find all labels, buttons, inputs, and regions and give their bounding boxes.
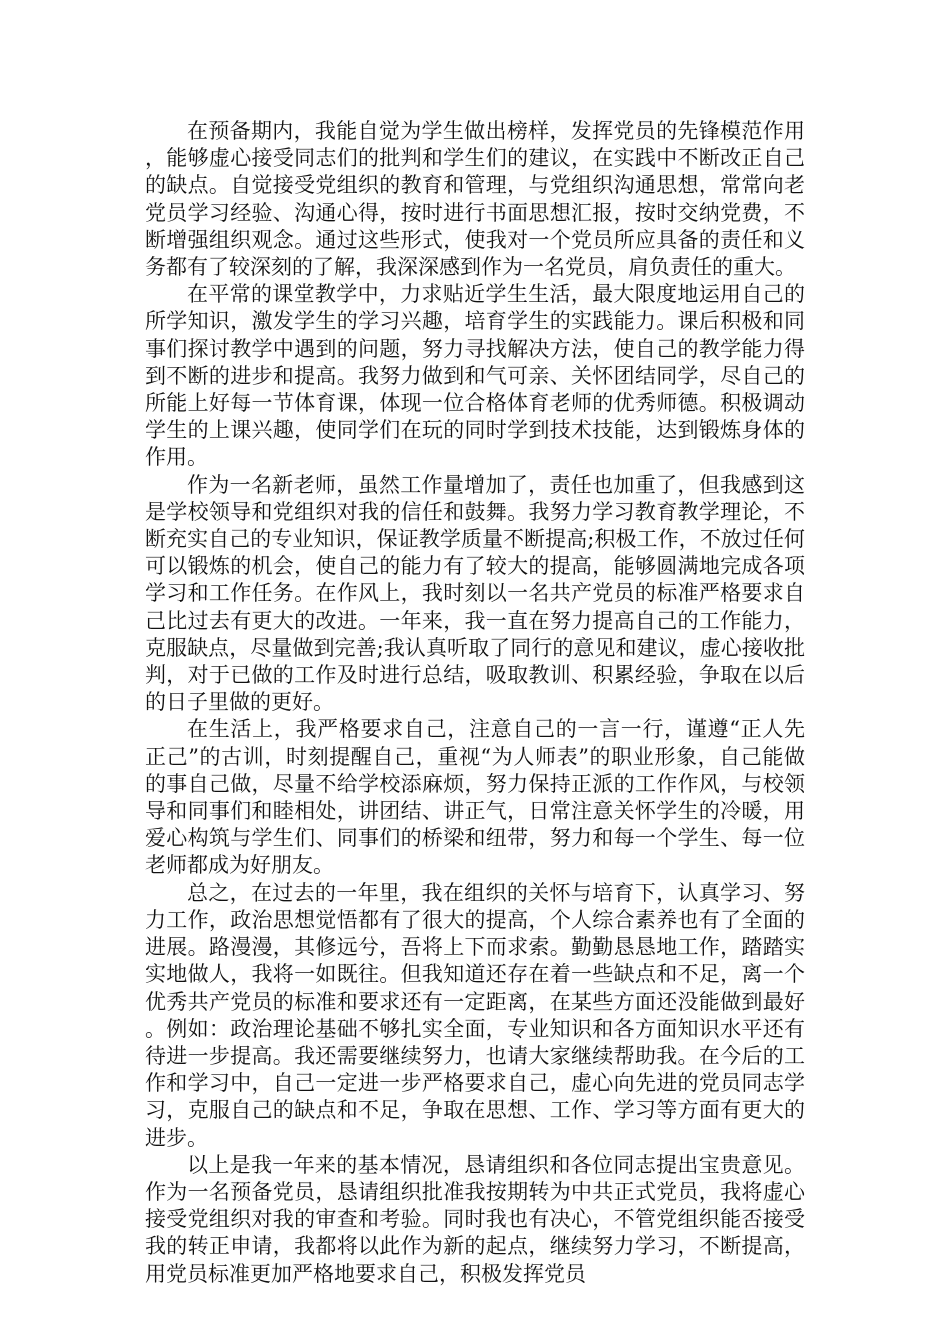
paragraph-6: 以上是我一年来的基本情况，恳请组织和各位同志提出宝贵意见。作为一名预备党员，恳请组织批准我按期转为中共正式党员，我将虚心接受党组织对我的审查和考验。同时我也有决心，不管党组织能否接受我的转正申请，我都将以此作为新的起点，继续努力学习，不断提高，用党员标准更加严格地要求自己，积极发挥党员 [145,1152,805,1286]
paragraph-3: 作为一名新老师，虽然工作量增加了，责任也加重了，但我感到这是学校领导和党组织对我的信任和鼓舞。我努力学习教育教学理论，不断充实自己的专业知识，保证教学质量不断提高;积极工作，不放过任何可以锻炼的机会，使自己的能力有了较大的提高，能够圆满地完成各项学习和工作任务。在作风上，我时刻以一名共产党员的标准严格要求自己比过去有更大的改进。一年来，我一直在努力提高自己的工作能力，克服缺点，尽量做到完善;我认真听取了同行的意见和建议，虚心接收批判，对于已做的工作及时进行总结，吸取教训、积累经验，争取在以后的日子里做的更好。 [145,472,805,715]
paragraph-1: 在预备期内，我能自觉为学生做出榜样，发挥党员的先锋模范作用，能够虚心接受同志们的批判和学生们的建议，在实践中不断改正自己的缺点。自觉接受党组织的教育和管理，与党组织沟通思想，常常向老党员学习经验、沟通心得，按时进行书面思想汇报，按时交纳党费，不断增强组织观念。通过这些形式，使我对一个党员所应具备的责任和义务都有了较深刻的了解，我深深感到作为一名党员，肩负责任的重大。 [145,119,805,280]
paragraph-4: 在生活上，我严格要求自己，注意自己的一言一行，谨遵“正人先正己”的古训，时刻提醒自己，重视“为人师表”的职业形象，自己能做的事自己做，尽量不给学校添麻烦，努力保持正派的工作作风，与校领导和同事们和睦相处，讲团结、讲正气，日常注意关怀学生的冷暖，用爱心构筑与学生们、同事们的桥梁和纽带，努力和每一个学生、每一位老师都成为好朋友。 [145,717,805,878]
paragraph-5: 总之，在过去的一年里，我在组织的关怀与培育下，认真学习、努力工作，政治思想觉悟都有了很大的提高，个人综合素养也有了全面的进展。路漫漫，其修远兮，吾将上下而求索。勤勤恳恳地工作，踏踏实实地做人，我将一如既往。但我知道还存在着一些缺点和不足，离一个优秀共产党员的标准和要求还有一定距离，在某些方面还没能做到最好。例如：政治理论基础不够扎实全面，专业知识和各方面知识水平还有待进一步提高。我还需要继续努力，也请大家继续帮助我。在今后的工作和学习中，自己一定进一步严格要求自己，虚心向先进的党员同志学习，克服自己的缺点和不足，争取在思想、工作、学习等方面有更大的进步。 [145,880,805,1150]
paragraph-2: 在平常的课堂教学中，力求贴近学生生活，最大限度地运用自己的所学知识，激发学生的学习兴趣，培育学生的实践能力。课后积极和同事们探讨教学中遇到的问题，努力寻找解决方法，使自己的教学能力得到不断的进步和提高。我努力做到和气可亲、关怀团结同学，尽自己的所能上好每一节体育课，体现一位合格体育老师的优秀师德。积极调动学生的上课兴趣，使同学们在玩的同时学到技术技能，达到锻炼身体的作用。 [145,282,805,470]
document-body [145,118,805,1288]
